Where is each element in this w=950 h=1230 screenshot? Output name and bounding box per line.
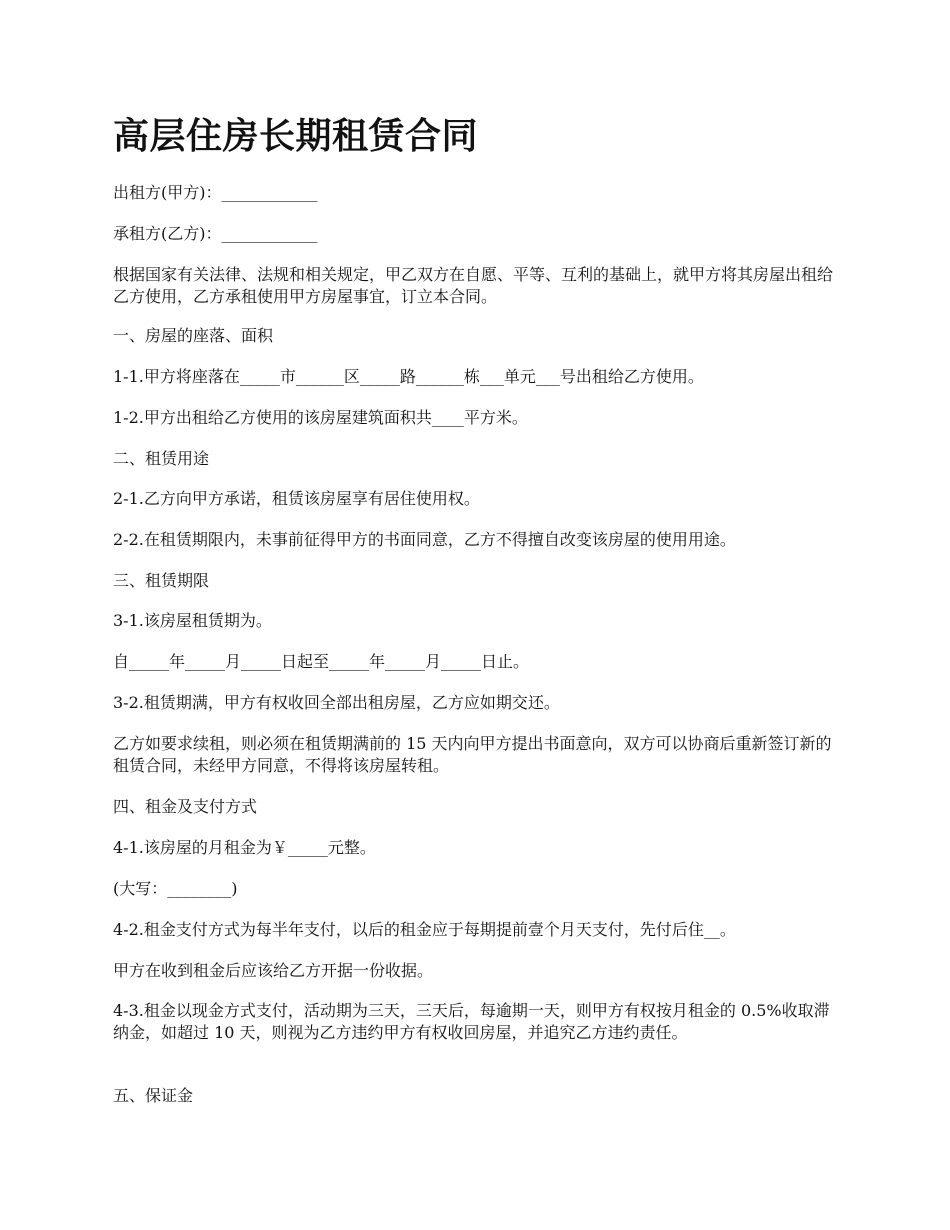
lease-period-line: 自_____年_____月_____日起至_____年_____月_____日止。 <box>113 652 530 671</box>
clause-3-1: 3-1.该房屋租赁期为。 <box>113 611 272 630</box>
clause-1-1: 1-1.甲方将座落在_____市______区_____路______栋___单元___号出租给乙方使用。 <box>113 367 704 386</box>
clause-3-2: 3-2.租赁期满，甲方有权收回全部出租房屋，乙方应如期交还。 <box>113 693 560 712</box>
lessee-line: 承租方(乙方)：____________ <box>113 224 318 243</box>
clause-4-1: 4-1.该房屋的月租金为￥_____元整。 <box>113 838 376 857</box>
clause-1-2: 1-2.甲方出租给乙方使用的该房屋建筑面积共____平方米。 <box>113 408 528 427</box>
clause-4-2: 4-2.租金支付方式为每半年支付，以后的租金应于每期提前壹个月天支付，先付后住__。 <box>113 920 736 939</box>
section-heading-5: 五、保证金 <box>113 1086 194 1105</box>
preamble-paragraph: 根据国家有关法律、法规和相关规定，甲乙双方在自愿、平等、互利的基础上，就甲方将其房屋出租给乙方使用，乙方承租使用甲方房屋事宜，订立本合同。 <box>113 265 834 306</box>
section-heading-2: 二、租赁用途 <box>113 449 210 468</box>
section-heading-3: 三、租赁期限 <box>113 571 210 590</box>
receipt-line: 甲方在收到租金后应该给乙方开据一份收据。 <box>113 961 434 980</box>
clause-2-1: 2-1.乙方向甲方承诺，租赁该房屋享有居住使用权。 <box>113 489 480 508</box>
clause-4-3: 4-3.租金以现金方式支付，活动期为三天，三天后，每逾期一天，则甲方有权按月租金的 0.5%收取滞纳金，如超过 10 天，则视为乙方违约甲方有权收回房屋，并追究乙方违约责任。 <box>113 1001 830 1042</box>
amount-in-words-line: (大写：________) <box>113 879 238 898</box>
section-heading-4: 四、租金及支付方式 <box>113 797 258 816</box>
renewal-paragraph: 乙方如要求续租，则必须在租赁期满前的 15 天内向甲方提出书面意向，双方可以协商后重新签订新的租赁合同，未经甲方同意，不得将该房屋转租。 <box>113 734 832 775</box>
lessor-line: 出租方(甲方)：____________ <box>113 183 318 202</box>
document-title: 高层住房长期租赁合同 <box>113 115 479 157</box>
clause-2-2: 2-2.在租赁期限内，未事前征得甲方的书面同意，乙方不得擅自改变该房屋的使用用途。 <box>113 530 736 549</box>
section-heading-1: 一、房屋的座落、面积 <box>113 326 274 345</box>
